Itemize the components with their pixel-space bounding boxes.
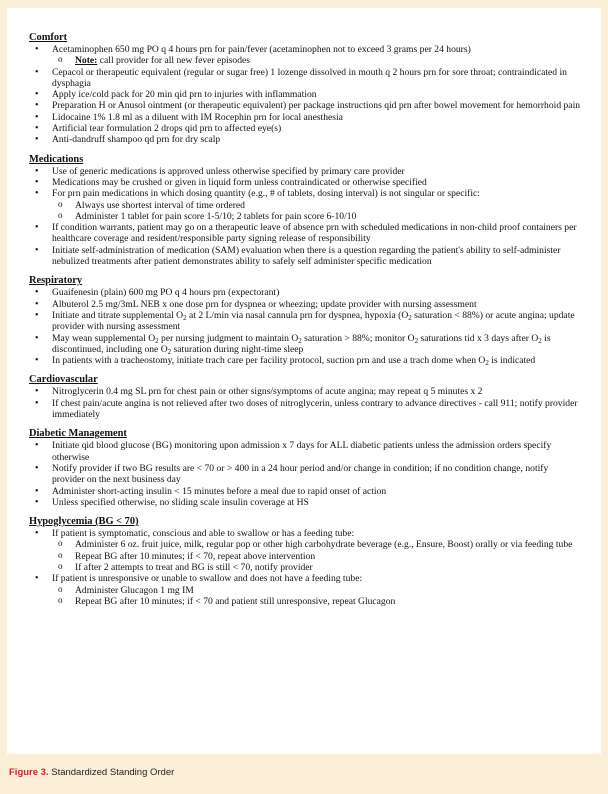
list-item: • If chest pain/acute angina is not relieved after two doses of nitroglycerin, unless contrary to advance directives - call 911; notify provider immediately [29, 398, 583, 421]
list-item: • May wean supplemental $O_2$ per nursing judgment to maintain $O_2$ saturation > 88%; monitor $O_2$ saturations tid x 3 days after $O_2$ is discontinued, including one $O_2$ saturation during night-time sleep [29, 333, 583, 356]
list-item: • Initiate qid blood glucose (BG) monitoring upon admission x 7 days for ALL diabetic patients unless the admission orders specify otherwise [29, 440, 583, 463]
diabetic-management-heading: Diabetic Management [29, 428, 127, 440]
list-item: • Administer short-acting insulin < 15 minutes before a meal due to rapid onset of action [29, 486, 583, 497]
cardiovascular-section [29, 374, 583, 420]
medications-heading: Medications [29, 153, 84, 165]
note-label: Note: [75, 55, 98, 67]
cardiovascular-heading: Cardiovascular [29, 374, 98, 386]
list-item: • If condition warrants, patient may go on a therapeutic leave of absence prn with scheduled medications in non-child proof containers per healthcare coverage and resident/responsible party signing release of responsibility [29, 222, 583, 245]
list-subitem: o Administer 6 oz. fruit juice, milk, regular pop or other high carbohydrate beverage (e.g., Ensure, Boost) orally or via feeding tube [52, 539, 583, 550]
hypoglycemia-section [29, 516, 583, 607]
list-item: • Cepacol or therapeutic equivalent (regular or sugar free) 1 lozenge dissolved in mouth q 2 hours prn for sore throat; contraindicated in dysphagia [29, 67, 583, 90]
list-subitem: o Always use shortest interval of time ordered [52, 200, 583, 211]
list-item: • Artificial tear formulation 2 drops qid prn to affected eye(s) [29, 123, 583, 134]
standing-order-document [7, 8, 601, 754]
diabetic-management-section [29, 428, 583, 508]
figure-caption-text: Standardized Standing Order [48, 767, 175, 778]
list-subitem: o Administer 1 tablet for pain score 1-5/10; 2 tablets for pain score 6-10/10 [52, 211, 583, 222]
medications-section [29, 154, 583, 268]
list-item: • Unless specified otherwise, no sliding scale insulin coverage at HS [29, 497, 583, 508]
list-item: • Anti-dandruff shampoo qd prn for dry scalp [29, 134, 583, 145]
list-item: • If patient is unresponsive or unable to swallow and does not have a feeding tube: o Administer Glucagon 1 mg IM o Repeat BG after 10 minutes; if < 70 and patient still unresponsive, repeat Glucagon [29, 573, 583, 607]
list-item: • Apply ice/cold pack for 20 min qid prn to injuries with inflammation [29, 89, 583, 100]
figure-caption [9, 767, 174, 778]
hypoglycemia-heading: Hypoglycemia (BG < 70) [29, 516, 139, 528]
list-item: • For prn pain medications in which dosing quantity (e.g., # of tablets, dosing interval) is not singular or specific: o Always use shortest interval of time ordered o Administer 1 tablet for pain score 1-5/10; 2 tablets for pain score 6-10/10 [29, 188, 583, 222]
list-subitem: o Repeat BG after 10 minutes; if < 70, repeat above intervention [52, 551, 583, 562]
list-subitem: o Repeat BG after 10 minutes; if < 70 and patient still unresponsive, repeat Glucagon [52, 596, 583, 607]
list-item: • Notify provider if two BG results are < 70 or > 400 in a 24 hour period and/or change in condition; if no condition change, notify provider on the next business day [29, 463, 583, 486]
comfort-heading: Comfort [29, 32, 68, 43]
list-item: • Medications may be crushed or given in liquid form unless contraindicated or otherwise specified [29, 177, 583, 188]
comfort-section [29, 32, 583, 146]
respiratory-heading: Respiratory [29, 275, 83, 287]
respiratory-section [29, 275, 583, 366]
list-item: • Preparation H or Anusol ointment (or therapeutic equivalent) per package instructions qid prn after bowel movement for hemorrhoid pain [29, 100, 583, 111]
list-item: • Initiate self-administration of medication (SAM) evaluation when there is a question regarding the patient's ability to self-administer nebulized treatments after patient demonstrates ability to safely self administer specific medication [29, 245, 583, 268]
list-item: • Initiate and titrate supplemental $O_2$ at 2 L/min via nasal cannula prn for dyspnea, hypoxia ($O_2$ saturation < 88%) or acute angina; update provider with nursing assessment [29, 310, 583, 333]
list-item: • Guaifenesin (plain) 600 mg PO q 4 hours prn (expectorant) [29, 287, 583, 298]
list-item: • If patient is symptomatic, conscious and able to swallow or has a feeding tube: o Administer 6 oz. fruit juice, milk, regular pop or other high carbohydrate beverage (e.g., Ensure, Boost) orally or via feeding tube o Repeat BG after 10 minutes; if < 70, repeat above intervention o If after 2 attempts to treat and BG is still < 70, notify provider [29, 528, 583, 573]
figure-label: Figure 3. [9, 767, 49, 778]
note-text: call provider for all new fever episodes [97, 55, 251, 67]
list-subitem: o Administer Glucagon 1 mg IM [52, 585, 583, 596]
list-item: • Nitroglycerin 0.4 mg SL prn for chest pain or other signs/symptoms of acute angina; may repeat q 5 minutes x 2 [29, 386, 583, 397]
list-item: • Lidocaine 1% 1.8 ml as a diluent with IM Rocephin prn for local anesthesia [29, 112, 583, 123]
list-item: • Acetaminophen 650 mg PO q 4 hours prn for pain/fever (acetaminophen not to exceed 3 grams per 24 hours) o Note: call provider for all new fever episodes [29, 44, 583, 67]
list-item: • Use of generic medications is approved unless otherwise specified by primary care provider [29, 166, 583, 177]
list-item: • Albuterol 2.5 mg/3mL NEB x one dose prn for dyspnea or wheezing; update provider with nursing assessment [29, 299, 583, 310]
list-subitem: o If after 2 attempts to treat and BG is still < 70, notify provider [52, 562, 583, 573]
list-item: • In patients with a tracheostomy, initiate trach care per facility protocol, suction prn and use a trach dome when $O_2$ is indicated [29, 355, 583, 366]
comfort-note [52, 55, 583, 66]
